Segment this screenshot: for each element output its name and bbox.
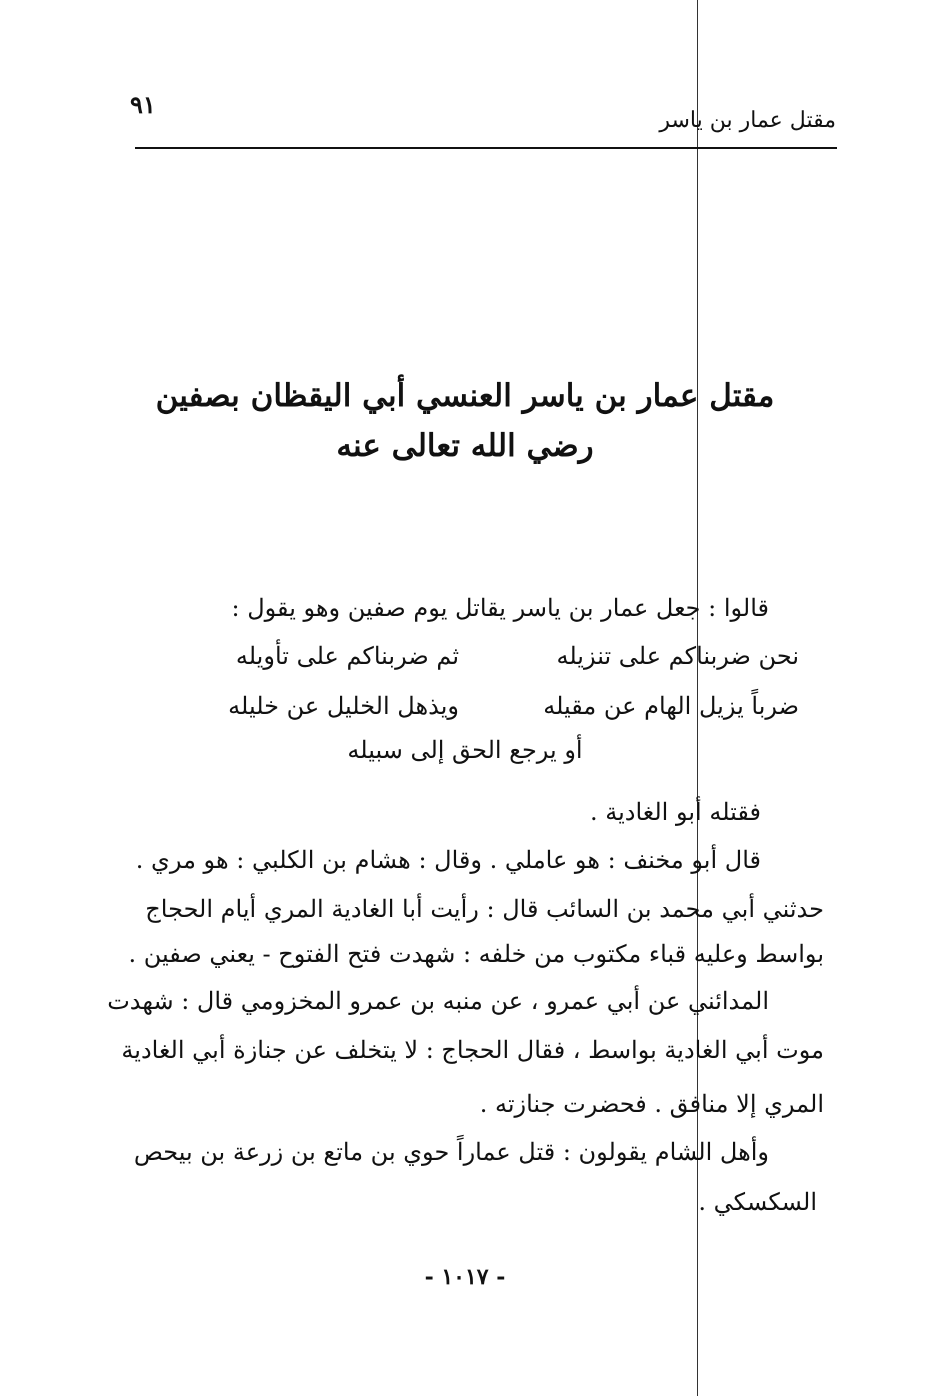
paragraph-line: المدائني عن أبي عمرو ، عن منبه بن عمرو المخزومي قال : شهدت (107, 987, 769, 1015)
verse-hemistich: ثم ضربناكم على تأويله (235, 642, 459, 670)
paragraph-line: موت أبي الغادية بواسط ، فقال الحجاج : لا يتخلف عن جنازة أبي الغادية (121, 1036, 824, 1064)
intro-paragraph: قالوا : جعل عمار بن ياسر يقاتل يوم صفين وهو يقول : (231, 594, 769, 622)
verse-hemistich: ضرباً يزيل الهام عن مقيله (543, 692, 799, 720)
paragraph-line: حدثني أبي محمد بن السائب قال : رأيت أبا الغادية المري أيام الحجاج (145, 895, 824, 923)
verse-hemistich: نحن ضربناكم على تنزيله (556, 642, 799, 670)
paragraph-line: السكسكي . (698, 1188, 817, 1216)
footer-page-number: - ١٠١٧ - (424, 1264, 506, 1290)
paragraph-line: المري إلا منافق . فحضرت جنازته . (479, 1090, 824, 1118)
paragraph-line: قال أبو مخنف : هو عاملي . وقال : هشام بن الكلبي : هو مري . (135, 846, 761, 874)
paragraph-line: بواسط وعليه قباء مكتوب من خلفه : شهدت فتح الفتوح - يعني صفين . (128, 940, 824, 968)
header-rule (135, 147, 837, 149)
verse-hemistich: ويذهل الخليل عن خليله (228, 692, 459, 720)
paragraph-line: وأهل الشام يقولون : قتل عماراً حوي بن ماتع بن زرعة بن بيحص (133, 1138, 769, 1166)
chapter-title: مقتل عمار بن ياسر العنسي أبي اليقظان بصفين (155, 378, 775, 414)
paragraph-line: فقتله أبو الغادية . (589, 798, 761, 826)
header-page-number: ٩١ (130, 90, 156, 119)
poem-verse-3: أو يرجع الحق إلى سبيله (347, 736, 583, 764)
chapter-title-subtitle: رضي الله تعالى عنه (336, 428, 594, 464)
running-title: مقتل عمار بن ياسر (659, 108, 836, 133)
